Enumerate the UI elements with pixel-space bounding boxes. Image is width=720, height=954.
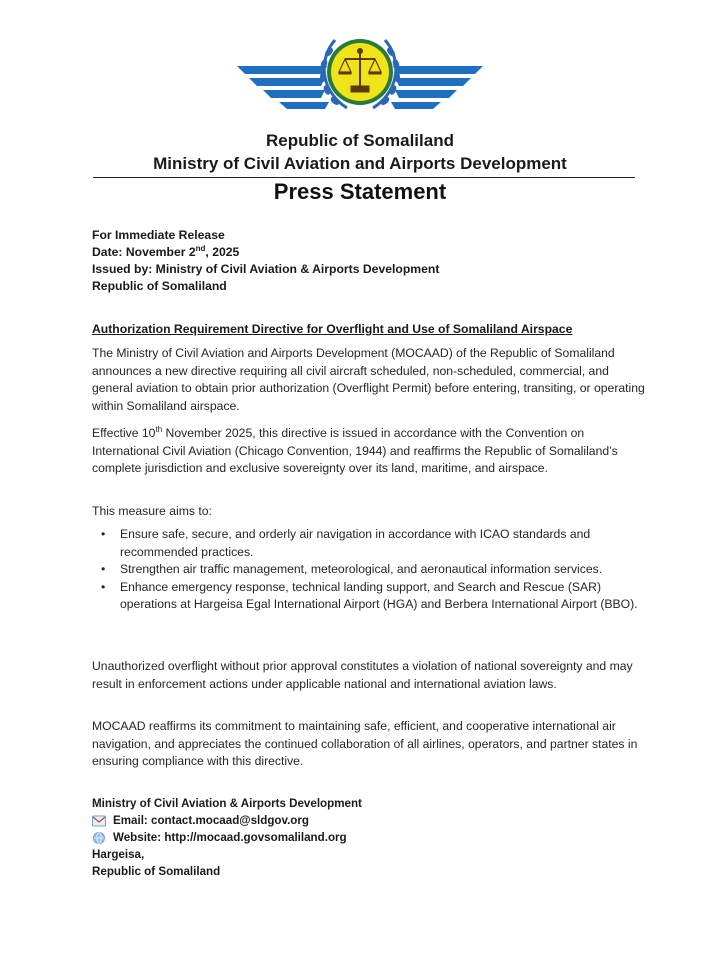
release-metadata: [92, 227, 439, 295]
somaliland-aviation-emblem-icon: [235, 28, 485, 128]
envelope-icon: [92, 815, 106, 827]
section-heading: Authorization Requirement Directive for Overflight and Use of Somaliland Airspace: [92, 322, 573, 336]
ministry-title: Ministry of Civil Aviation and Airports Development: [153, 154, 567, 173]
paragraph-effective: Effective 10th November 2025, this directive is issued in accordance with the Convention on International Civil Aviation (Chicago Convention, 1944) and reaffirms the Republic of Somaliland’s complete jurisdiction and exclusive sovereignty over its land, maritime, and airspace.: [92, 424, 618, 475]
contact-city: Hargeisa,: [92, 848, 145, 861]
aims-list: [92, 526, 652, 614]
globe-icon: [92, 832, 106, 844]
bullet-icon: •: [101, 579, 106, 594]
contact-email[interactable]: Email: contact.mocaad@sldgov.org: [113, 814, 309, 827]
paragraph-violation: Unauthorized overflight without prior approval constitutes a violation of national sovereignty and may result in enforcement actions under applicable national and international aviation laws.: [92, 659, 633, 691]
page-title: Press Statement: [273, 179, 447, 204]
contact-website-row: [92, 829, 362, 846]
list-item: • Ensure safe, secure, and orderly air navigation in accordance with ICAO standards and recommended practices.: [101, 527, 591, 559]
release-line: For Immediate Release: [92, 228, 225, 242]
header-divider: [93, 177, 635, 178]
paragraph-commitment: MOCAAD reaffirms its commitment to maintaining safe, efficient, and cooperative international air navigation, and appreciates the continued collaboration of all airlines, operators, and partner states in ensuring compliance with this directive.: [92, 719, 638, 768]
list-item: • Enhance emergency response, technical landing support, and Search and Rescue (SAR) operations at Hargeisa Egal International Airport (HGA) and Berbera International Airport (BBO).: [101, 579, 638, 611]
contact-org: Ministry of Civil Aviation & Airports Development: [92, 797, 362, 810]
list-item: • Strengthen air traffic management, meteorological, and aeronautical information services.: [92, 561, 652, 579]
issued-by-line: Issued by: Ministry of Civil Aviation & Airports Development: [92, 262, 440, 276]
contact-website[interactable]: Website: http://mocaad.govsomaliland.org: [113, 831, 347, 844]
paragraph-aims: This measure aims to:: [92, 504, 212, 518]
contact-country: Republic of Somaliland: [92, 865, 221, 878]
contact-block: [92, 795, 362, 880]
paragraph-intro: The Ministry of Civil Aviation and Airports Development (MOCAAD) of the Republic of Somaliland announces a new directive requiring all civil aircraft scheduled, non-scheduled, commercial, and general aviation to obtain prior authorization (Overflight Permit) before entering, transiting, or operating within Somaliland airspace.: [92, 346, 645, 413]
bullet-icon: •: [101, 527, 106, 541]
republic-title: Republic of Somaliland: [266, 131, 454, 150]
country-line: Republic of Somaliland: [92, 279, 227, 293]
contact-email-row: [92, 812, 362, 829]
date-line: Date: November 2nd, 2025: [92, 243, 240, 259]
bullet-icon: •: [101, 562, 106, 576]
